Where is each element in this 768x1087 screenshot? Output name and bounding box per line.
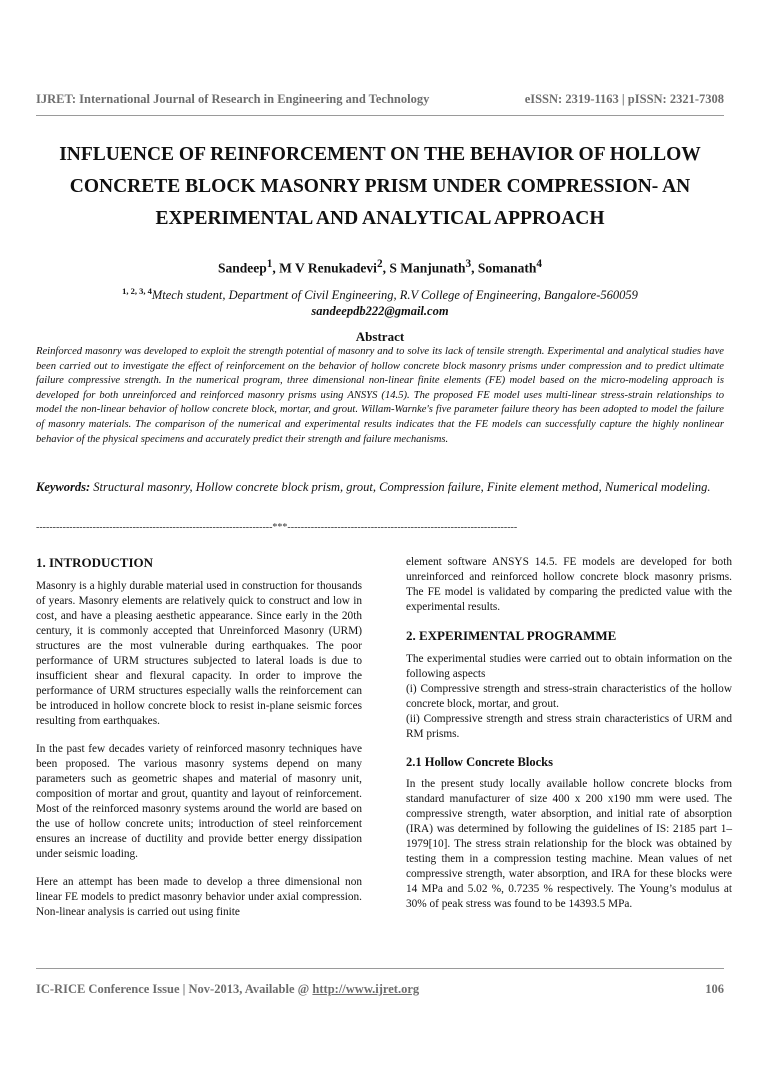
author-name: Somanath bbox=[477, 260, 537, 276]
author-sep: , bbox=[471, 260, 478, 276]
section-heading-experimental: 2. EXPERIMENTAL PROGRAMME bbox=[406, 628, 617, 643]
paragraph: In the present study locally available hollow concrete blocks from standard manufacturer of size 400 x 200 x190 mm were used. The compressive strength, water absorption, and initial rate of absorption (IRA) was determined by following the guidelines of IS: 2185 part 1– 1979[10]. The stress strain relationship for the block was obtained by testing them in a compression testing machine. Mean values of net compressive strength, water absorption, and IRA for these blocks were 14 MPa and 5.02 %, 0.7235 % respectively. The Young’s modulus at 30% of peak stress was found to be 14393.5 MPa. bbox=[406, 778, 732, 910]
affiliation-line bbox=[36, 283, 724, 303]
author-name: M V Renukadevi bbox=[279, 260, 377, 276]
author-sup: 3 bbox=[465, 258, 472, 270]
keywords bbox=[36, 476, 724, 498]
title-line: CONCRETE BLOCK MASONRY PRISM UNDER COMPRESSION- AN bbox=[69, 176, 691, 197]
footer-rule bbox=[36, 968, 724, 969]
footer-prefix: IC-RICE Conference Issue | Nov-2013, Available @ bbox=[36, 982, 313, 996]
paragraph: In the past few decades variety of reinforced masonry techniques have been proposed. The various masonry systems depend on many parameters such as geometric shapes and material of masonry unit, composition of mortar and grout, quantity and layout of reinforcement. Most of the reinforced masonry systems around the world are based on the use of hollow concrete units; introduction of steel reinforcement ensures an increase of ductility and provide better energy dissipation under seismic loading. bbox=[36, 743, 362, 860]
paragraph: element software ANSYS 14.5. FE models are developed for both unreinforced and reinforced hollow concrete block masonry prisms. The FE model is validated by comparing the predicted value with the experimental results. bbox=[406, 556, 732, 613]
abstract-text: Reinforced masonry was developed to exploit the strength potential of masonry and to solve its lack of tensile strength. Experimental and analytical studies have been carried out to investigate the effect of reinforcement on the behavior of hollow concrete block masonry prisms under compression and to predict ultimate failure compressive strength. In the numerical program, three dimensional non-linear finite elements (FE) model based on the micro-modeling approach is developed for both unreinforced and reinforced masonry prisms using ANSYS (14.5). The proposed FE model uses multi-linear stress-strain relationships to model the non-linear behavior of hollow concrete block, mortar, and grout. Willam-Warnke's five parameter failure theory has been adopted to model the failure of masonry materials. The comparison of the numerical and experimental results indicates that the FE models can successfully capture the highly nonlinear behavior of the physical specimens and accurately predict their strength and failure mechanisms. bbox=[36, 346, 724, 445]
abstract-heading: Abstract bbox=[355, 329, 405, 344]
affiliation-sup: 1, 2, 3, 4 bbox=[122, 286, 152, 296]
author-sup: 1 bbox=[266, 258, 273, 270]
subsection-heading: 2.1 Hollow Concrete Blocks bbox=[406, 755, 553, 769]
section-heading-introduction: 1. INTRODUCTION bbox=[36, 555, 154, 570]
paragraph: Here an attempt has been made to develop a three dimensional non linear FE models to predict masonry behavior under axial compression. Non-linear analysis is carried out using finite bbox=[36, 876, 362, 918]
author-name: Sandeep bbox=[218, 260, 267, 276]
paper-title bbox=[36, 139, 724, 235]
section-divider: -----------------------------------------------------------------------***--------------------------------------------------------------------- bbox=[36, 522, 518, 533]
keywords-label: Keywords: bbox=[36, 480, 91, 494]
author-sep: , bbox=[382, 260, 390, 276]
title-line: INFLUENCE OF REINFORCEMENT ON THE BEHAVIOR OF HOLLOW bbox=[59, 144, 701, 165]
right-column bbox=[406, 555, 732, 925]
footer-text bbox=[36, 982, 419, 997]
paragraph: Masonry is a highly durable material used in construction for thousands of years. Masonry elements are relatively quick to construct and low in cost, and have a pleasing aesthetic appearance. Since early in the 20th century, it is commonly accepted that Unreinforced Masonry (URM) structures are the most vulnerable during earthquakes. The poor performance of URM structures subjected to lateral loads is due to insufficient shear and flexural capacity. In order to improve the performance of URM structures especially walls the reinforcement can be introduced in hollow concrete block to resist in-plane seismic forces resulting from earthquakes. bbox=[36, 580, 362, 727]
left-column bbox=[36, 555, 362, 933]
list-item: (ii) Compressive strength and stress strain characteristics of URM and RM prisms. bbox=[406, 713, 732, 740]
running-header bbox=[36, 92, 724, 107]
author-email[interactable]: sandeepdb222@gmail.com bbox=[311, 304, 449, 319]
affiliation-text: Mtech student, Department of Civil Engineering, R.V College of Engineering, Bangalore-560059 bbox=[151, 288, 638, 303]
author-list bbox=[36, 258, 724, 277]
issn-info: eISSN: 2319-1163 | pISSN: 2321-7308 bbox=[524, 92, 724, 106]
running-footer bbox=[36, 982, 724, 997]
journal-link[interactable]: http://www.ijret.org bbox=[312, 982, 420, 996]
paragraph: The experimental studies were carried out to obtain information on the following aspects bbox=[406, 653, 732, 680]
keywords-text: Structural masonry, Hollow concrete block prism, grout, Compression failure, Finite element method, Numerical modeling. bbox=[93, 480, 711, 494]
journal-name: IJRET: International Journal of Research in Engineering and Technology bbox=[36, 92, 430, 106]
affiliation bbox=[36, 283, 724, 319]
header-rule bbox=[36, 115, 724, 116]
list-item: (i) Compressive strength and stress-strain characteristics of the hollow concrete block, mortar, and grout. bbox=[406, 683, 732, 710]
author-sep: , bbox=[272, 260, 280, 276]
page-number: 106 bbox=[705, 982, 724, 996]
author-sup: 2 bbox=[376, 258, 383, 270]
title-line: EXPERIMENTAL AND ANALYTICAL APPROACH bbox=[155, 208, 605, 229]
author-sup: 4 bbox=[536, 258, 542, 270]
author-name: S Manjunath bbox=[389, 260, 466, 276]
